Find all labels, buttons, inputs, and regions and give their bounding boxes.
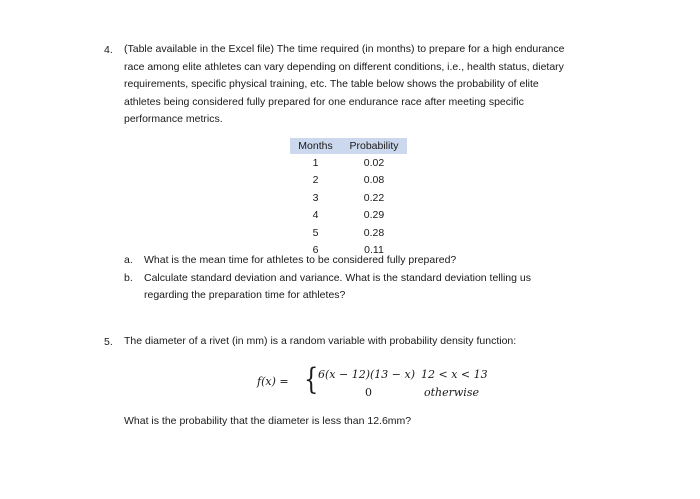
- question-4-line: performance metrics.: [124, 113, 223, 125]
- question-5-question: [124, 413, 411, 431]
- table-header-probability: Probability: [341, 138, 407, 154]
- part-marker: a.: [124, 254, 133, 266]
- question-4-number: 4.: [104, 44, 113, 56]
- part-text: What is the mean time for athletes to be considered fully prepared?: [144, 254, 457, 266]
- pdf-case2-cond: [424, 386, 479, 399]
- pdf-case1-expr: [318, 368, 415, 381]
- table-cell-probability: 0.29: [363, 209, 385, 222]
- table-cell-months: 3: [312, 191, 319, 204]
- table-cell-probability: 0.28: [363, 226, 385, 239]
- table-cell-probability: 0.11: [364, 244, 384, 257]
- question-4-line: athletes being considered fully prepared for one endurance race after meeting specific: [124, 95, 524, 108]
- left-brace: {: [304, 362, 319, 397]
- question-4-text: [124, 41, 564, 129]
- pdf-case2-cond-text: otherwise: [424, 386, 479, 399]
- table-row: [290, 154, 407, 172]
- table-row: [290, 172, 407, 190]
- table-cell-months: 2: [312, 174, 319, 187]
- table-row: [290, 189, 407, 207]
- table-cell-probability: 0.02: [363, 156, 385, 169]
- pdf-lhs-text: f(x) =: [257, 375, 289, 388]
- part-marker: b.: [124, 272, 133, 284]
- question-5-question-text: What is the probability that the diameter is less than 12.6mm?: [124, 415, 412, 427]
- question-5-number: 5.: [104, 336, 113, 348]
- pdf-case2-expr: 0: [365, 386, 372, 399]
- question-4-part-a: [124, 252, 604, 272]
- table-row: [290, 207, 407, 225]
- part-text: regarding the preparation time for athletes?: [144, 289, 346, 301]
- question-4-line: race among elite athletes can vary depending on different conditions, i.e., health status, dietary: [124, 60, 564, 73]
- part-text: Calculate standard deviation and variance. What is the standard deviation telling us: [144, 272, 531, 284]
- table-cell-months: 5: [312, 226, 319, 239]
- table-row: [290, 224, 407, 242]
- table-cell-months: 1: [312, 156, 319, 169]
- table-cell-months: 6: [312, 244, 319, 257]
- question-4-part-b: [124, 270, 604, 306]
- question-4-line: requirements, specific physical training, etc. The table below shows the probability of elite: [124, 78, 539, 90]
- pdf-case1-expr-text: 6(x − 12)(13 − x): [318, 368, 415, 381]
- pdf-lhs: [257, 375, 289, 388]
- pdf-case1-cond: [421, 368, 488, 381]
- question-5-intro-text: The diameter of a rivet (in mm) is a random variable with probability density function:: [124, 335, 517, 347]
- table-header-months: Months: [290, 138, 341, 154]
- table-cell-months: 4: [312, 209, 319, 222]
- question-5-intro: [124, 333, 516, 351]
- table-cell-probability: 0.08: [363, 174, 385, 187]
- probability-table: [290, 138, 407, 259]
- table-cell-probability: 0.22: [363, 191, 385, 204]
- question-4-line: (Table available in the Excel file) The time required (in months) to prepare for a high endurance: [124, 43, 565, 55]
- table-header-row: [290, 138, 407, 154]
- pdf-case1-cond-text: 12 < x < 13: [421, 368, 488, 381]
